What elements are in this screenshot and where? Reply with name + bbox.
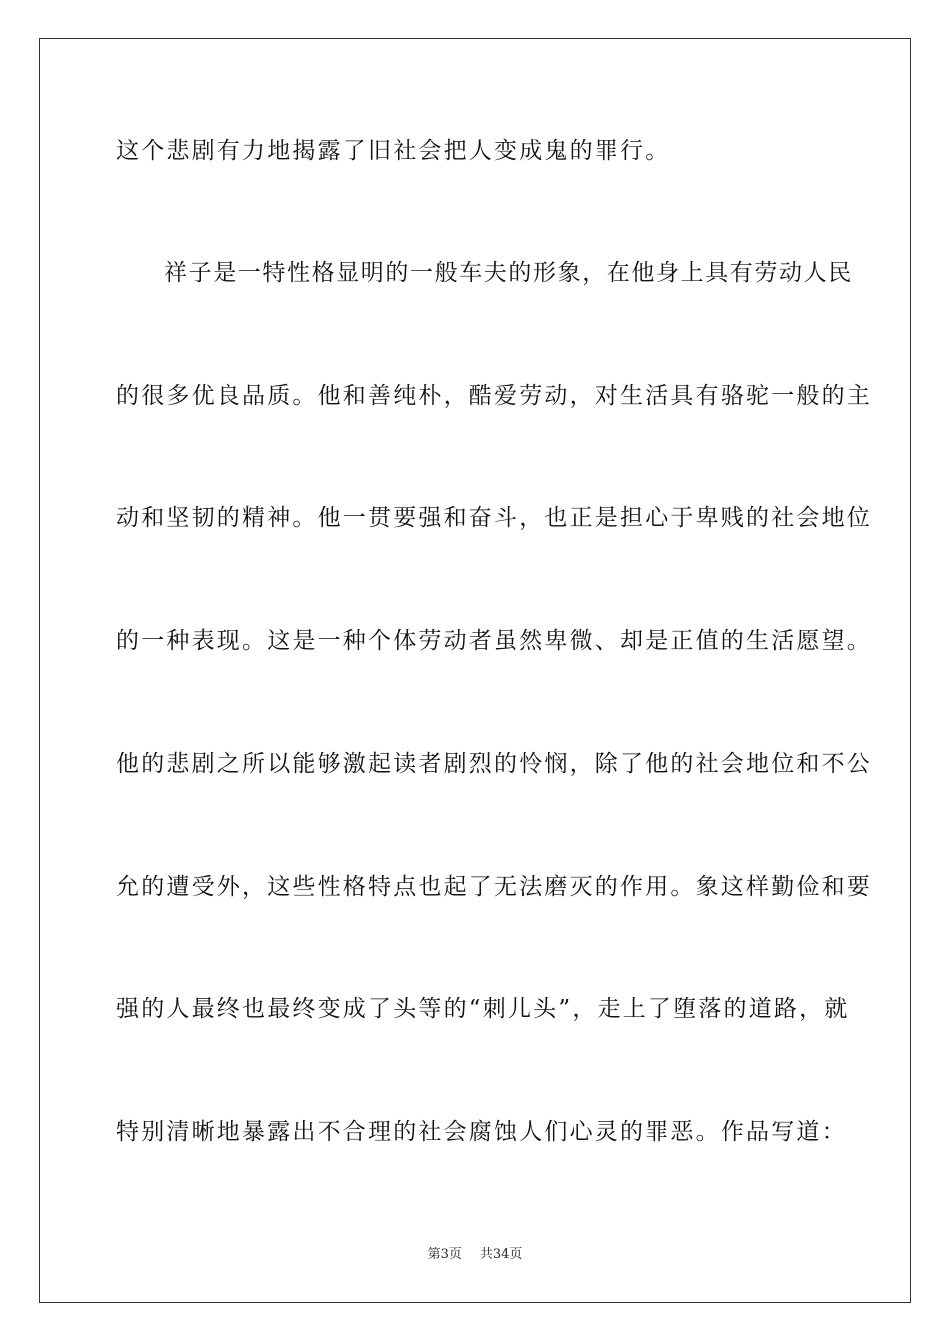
body-text-line: 的很多优良品质。他和善纯朴，酷爱劳动，对生活具有骆驼一般的主 <box>116 383 872 409</box>
body-text-line: 强的人最终也最终变成了头等的“刺儿头”，走上了堕落的道路，就 <box>116 996 850 1022</box>
body-text-line: 特别清晰地暴露出不合理的社会腐蚀人们心灵的罪恶。作品写道： <box>116 1119 847 1145</box>
body-text-line: 允的遭受外，这些性格特点也起了无法磨灭的作用。象这样勤俭和要 <box>116 874 872 900</box>
page-border <box>39 38 911 1303</box>
body-text-line: 他的悲剧之所以能够激起读者剧烈的怜悯，除了他的社会地位和不公 <box>116 751 872 777</box>
body-text-line: 这个悲剧有力地揭露了旧社会把人变成鬼的罪行。 <box>116 138 671 164</box>
body-text-line: 祥子是一特性格显明的一般车夫的形象，在他身上具有劳动人民 <box>164 260 853 286</box>
page-total: 共34页 <box>479 1247 523 1262</box>
body-text-line: 的一种表现。这是一种个体劳动者虽然卑微、却是正值的生活愿望。 <box>116 628 872 654</box>
page-footer <box>0 1246 950 1264</box>
body-text-line: 动和坚韧的精神。他一贯要强和奋斗，也正是担心于卑贱的社会地位 <box>116 505 872 531</box>
page-number: 第3页 <box>427 1247 462 1262</box>
